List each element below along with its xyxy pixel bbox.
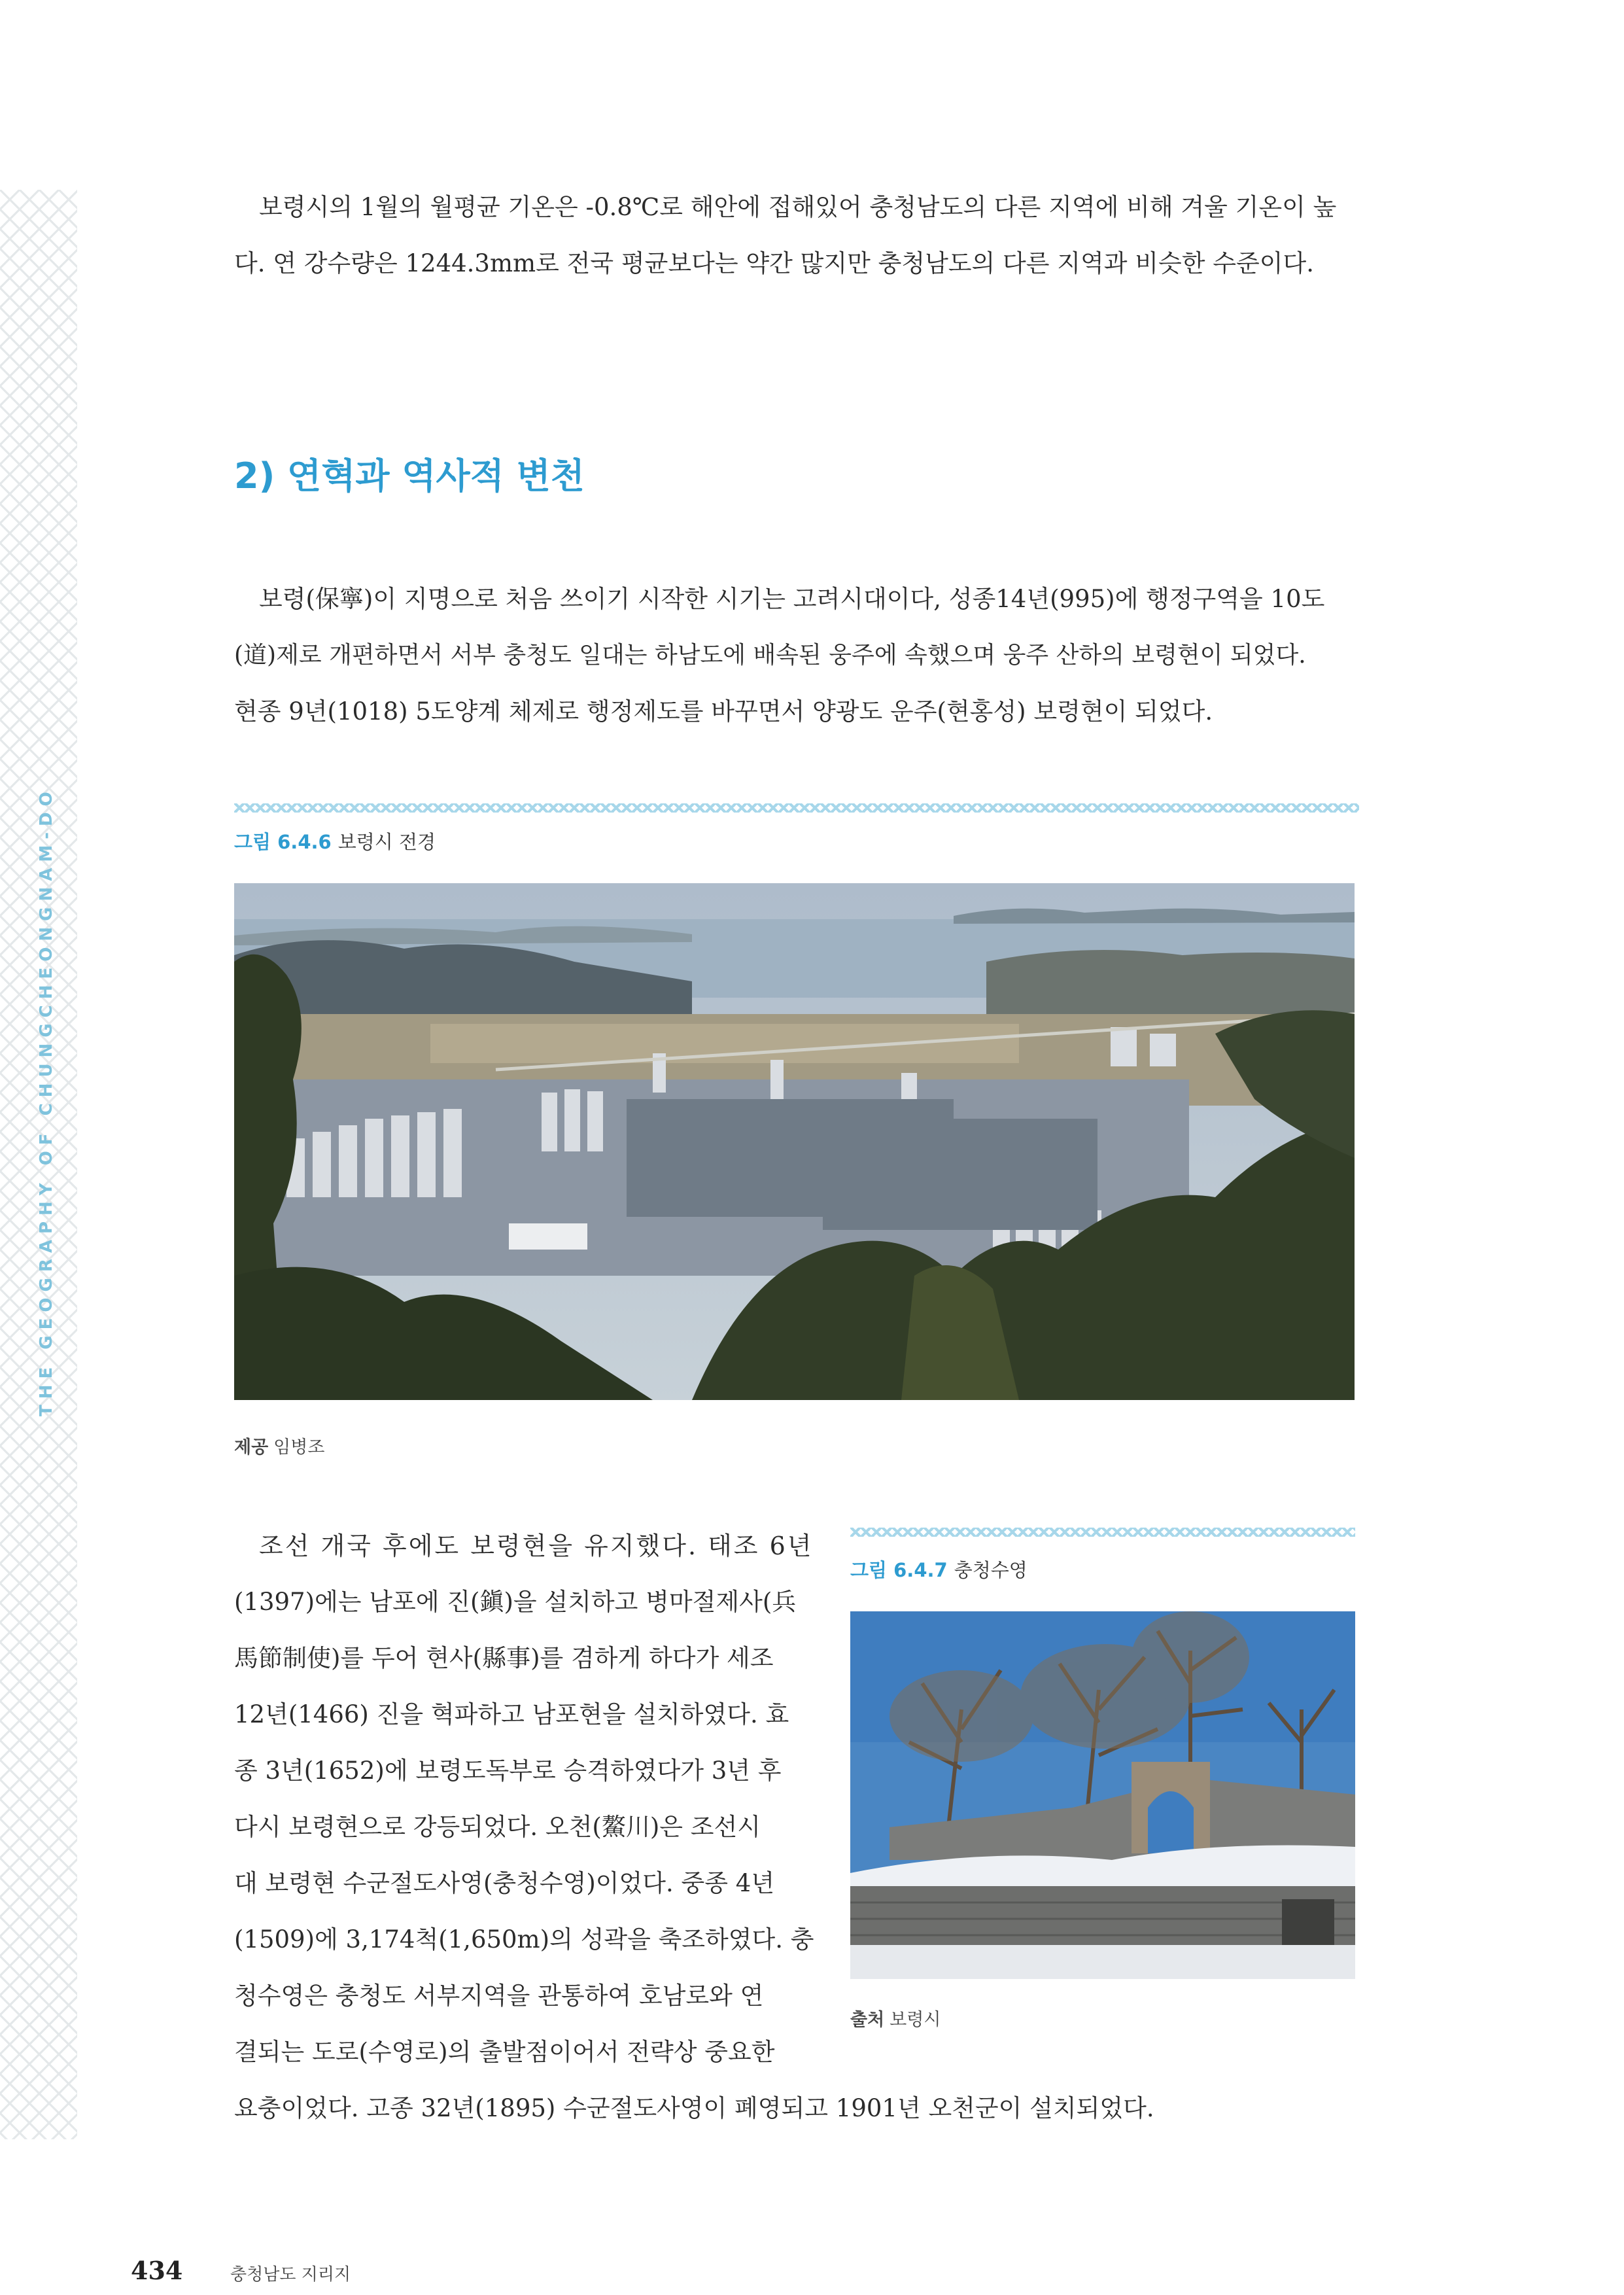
- joseon-line: 12년(1466) 진을 혁파하고 남포현을 설치하였다. 효: [234, 1700, 789, 1728]
- section-heading: 2) 연혁과 역사적 변천: [234, 455, 585, 497]
- figure-title: 충청수영: [954, 1559, 1028, 1581]
- figure-title: 보령시 전경: [337, 831, 436, 853]
- figure-caption: [850, 1556, 1028, 1583]
- figure-divider: [850, 1528, 1355, 1537]
- side-vertical-label: THE GEOGRAPHY OF CHUNGCHEONGNAM-DO: [37, 786, 56, 1416]
- joseon-line: 결되는 도로(수영로)의 출발점이어서 전략상 중요한: [234, 2038, 775, 2066]
- joseon-line: 다시 보령현으로 강등되었다. 오천(鰲川)은 조선시: [234, 1813, 761, 1841]
- joseon-line: 종 3년(1652)에 보령도독부로 승격하였다가 3년 후: [234, 1757, 782, 1785]
- credit-value: 임병조: [273, 1437, 325, 1458]
- figure-number: 그림 6.4.6: [234, 831, 332, 853]
- joseon-line: 청수영은 충청도 서부지역을 관통하여 호남로와 연: [234, 1982, 764, 2010]
- figure-credit: [234, 1433, 324, 1458]
- intro-paragraph: [234, 179, 1379, 292]
- page-number: 434: [131, 2256, 183, 2285]
- aerial-city-view-photo: [234, 883, 1355, 1400]
- history-paragraph: [234, 571, 1379, 740]
- joseon-line: (1509)에 3,174척(1,650m)의 성곽을 축조하였다. 충: [234, 1925, 814, 1953]
- joseon-line: 대 보령현 수군절도사영(충청수영)이었다. 중종 4년: [234, 1869, 775, 1897]
- figure-caption: [234, 828, 436, 854]
- credit-label: 제공: [234, 1437, 269, 1458]
- history-line: (道)제로 개편하면서 서부 충청도 일대는 하남도에 배속된 웅주에 속했으며 웅주 산하의 보령현이 되었다.: [234, 642, 1306, 669]
- fortress-gate-snow-photo: [850, 1611, 1355, 1979]
- figure-divider: [234, 803, 1359, 813]
- credit-value: 보령시: [890, 2010, 941, 2030]
- joseon-line: 馬節制使)를 두어 현사(縣事)를 겸하게 하다가 세조: [234, 1644, 774, 1672]
- joseon-line: (1397)에는 남포에 진(鎭)을 설치하고 병마절제사(兵: [234, 1588, 797, 1616]
- history-line: 보령(保寧)이 지명으로 처음 쓰이기 시작한 시기는 고려시대이다, 성종14년(995)에 행정구역을 10도: [259, 585, 1325, 613]
- history-line: 현종 9년(1018) 5도양계 체제로 행정제도를 바꾸면서 양광도 운주(현홍성) 보령현이 되었다.: [234, 697, 1213, 726]
- intro-line: 보령시의 1월의 월평균 기온은 -0.8℃로 해안에 접해있어 충청남도의 다른 지역에 비해 겨울 기온이 높: [259, 193, 1337, 221]
- joseon-line: 요충이었다. 고종 32년(1895) 수군절도사영이 폐영되고 1901년 오천군이 설치되었다.: [234, 2094, 1154, 2122]
- figure-number: 그림 6.4.7: [850, 1559, 948, 1581]
- book-title: 충청남도 지리지: [230, 2265, 351, 2285]
- intro-line: 다. 연 강수량은 1244.3mm로 전국 평균보다는 약간 많지만 충청남도의 다른 지역과 비슷한 수준이다.: [234, 249, 1315, 277]
- joseon-line: 조선 개국 후에도 보령현을 유지했다. 태조 6년: [259, 1532, 814, 1560]
- figure-credit: [850, 2005, 941, 2031]
- credit-label: 출처: [850, 2010, 885, 2030]
